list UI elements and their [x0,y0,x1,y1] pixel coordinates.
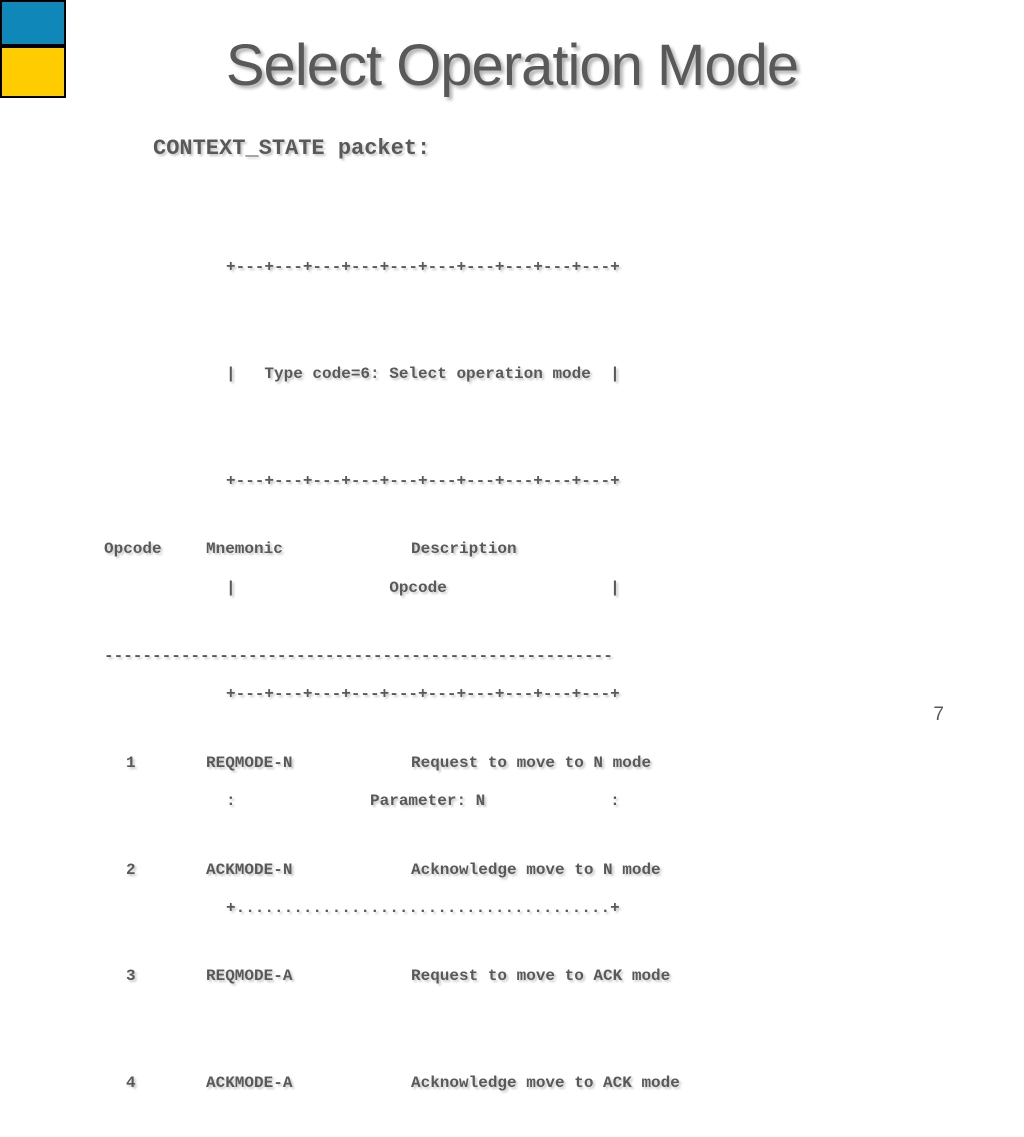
row-mnemonic: REQMODE-N [206,753,293,772]
opcode-table [104,461,680,1137]
packet-diagram-line: +---+---+---+---+---+---+---+---+---+---+ [226,685,620,704]
table-row [104,959,680,995]
table-row [104,853,680,889]
packet-diagram-line: | Type code=6: Select operation mode | [226,364,620,383]
page-number: 7 [933,704,944,725]
header-description: Description [411,540,517,559]
table-header-row [104,532,680,568]
row-mnemonic: ACKMODE-N [206,860,293,879]
row-description: Request to move to ACK mode [411,967,671,986]
slide-title: Select Operation Mode [225,33,799,98]
packet-diagram-line: +---+---+---+---+---+---+---+---+---+---+ [226,258,620,277]
packet-diagram-line: | Opcode | [226,578,620,597]
row-mnemonic: REQMODE-A [206,967,293,986]
row-description: Acknowledge move to N mode [411,860,661,879]
row-opcode: 4 [126,1074,136,1093]
row-opcode: 3 [126,967,136,986]
row-description: Acknowledge move to ACK mode [411,1074,680,1093]
row-description: Request to move to N mode [411,753,652,772]
row-opcode: 2 [126,860,136,879]
packet-subtitle: CONTEXT_STATE packet: [153,136,431,161]
row-mnemonic: ACKMODE-A [206,1074,293,1093]
packet-diagram-line: +---+---+---+---+---+---+---+---+---+---+ [226,471,620,490]
header-opcode: Opcode [104,540,162,559]
table-row [104,1066,680,1102]
table-divider: ----------------------------------------------------- [104,646,613,665]
packet-diagram-line: : Parameter: N : [226,792,620,811]
table-row [104,746,680,782]
row-opcode: 1 [126,753,136,772]
packet-diagram-line: +.......................................+ [226,898,620,917]
header-mnemonic: Mnemonic [206,540,283,559]
